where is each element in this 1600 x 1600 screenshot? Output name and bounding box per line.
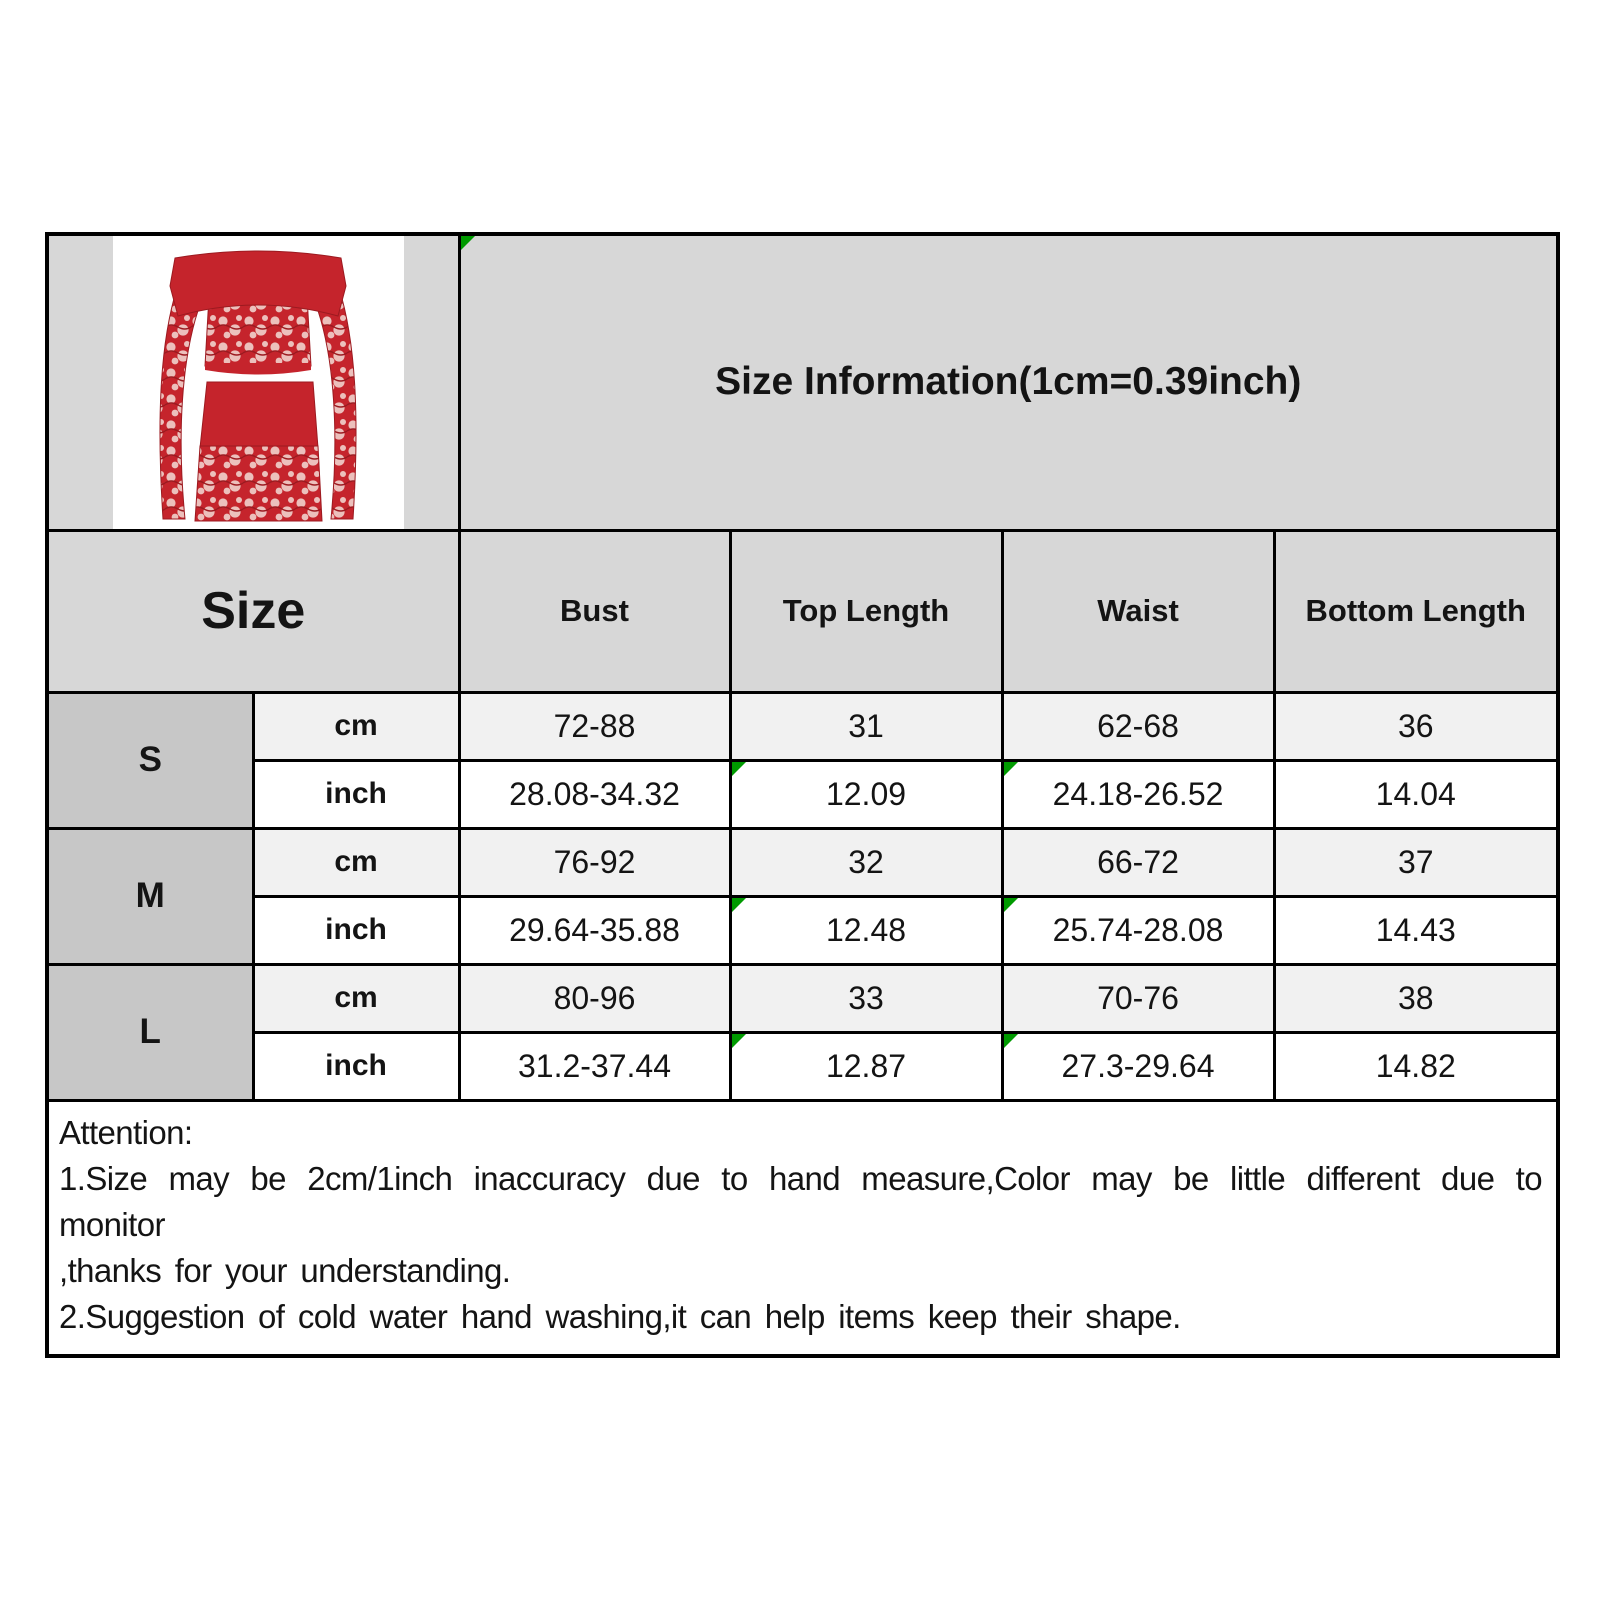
cell-flag-icon xyxy=(732,762,746,776)
attention-heading: Attention: xyxy=(59,1113,193,1151)
row-l-inch xyxy=(47,1032,1558,1100)
value-cell: 31.2-37.44 xyxy=(459,1032,730,1100)
value-cell: 12.48 xyxy=(730,896,1002,964)
unit-label: inch xyxy=(253,760,459,828)
value-cell: 24.18-26.52 xyxy=(1002,760,1274,828)
unit-label: cm xyxy=(253,828,459,896)
size-label-l: L xyxy=(47,964,253,1100)
value-cell: 62-68 xyxy=(1002,692,1274,760)
value-cell: 80-96 xyxy=(459,964,730,1032)
value-cell: 33 xyxy=(730,964,1002,1032)
attention-line: 2.Suggestion of cold water hand washing,it can help items keep their shape. xyxy=(59,1298,1181,1336)
row-s-cm xyxy=(47,692,1558,760)
unit-label: cm xyxy=(253,964,459,1032)
cell-flag-icon xyxy=(732,898,746,912)
value-cell: 14.04 xyxy=(1274,760,1558,828)
value-cell: 31 xyxy=(730,692,1002,760)
size-label-s: S xyxy=(47,692,253,828)
column-header-bust: Bust xyxy=(459,530,730,692)
product-photo-cell xyxy=(47,234,459,530)
value-cell: 70-76 xyxy=(1002,964,1274,1032)
chart-title-cell xyxy=(459,234,1558,530)
chart-title: Size Information(1cm=0.39inch) xyxy=(715,360,1302,404)
red-lace-outfit-illustration xyxy=(113,236,404,532)
column-header-waist: Waist xyxy=(1002,530,1274,692)
attention-notes xyxy=(47,1100,1558,1356)
value-cell: 14.43 xyxy=(1274,896,1558,964)
value-cell: 27.3-29.64 xyxy=(1002,1032,1274,1100)
row-m-cm xyxy=(47,828,1558,896)
row-m-inch xyxy=(47,896,1558,964)
cell-flag-icon xyxy=(1004,1034,1018,1048)
unit-label: cm xyxy=(253,692,459,760)
value-cell: 76-92 xyxy=(459,828,730,896)
photo-title-row xyxy=(47,234,1558,530)
product-photo xyxy=(113,236,404,529)
value-cell: 29.64-35.88 xyxy=(459,896,730,964)
value-cell: 14.82 xyxy=(1274,1032,1558,1100)
value-cell: 38 xyxy=(1274,964,1558,1032)
column-header-top-length: Top Length xyxy=(730,530,1002,692)
row-s-inch xyxy=(47,760,1558,828)
cell-flag-icon xyxy=(1004,762,1018,776)
size-label-m: M xyxy=(47,828,253,964)
row-l-cm xyxy=(47,964,1558,1032)
attention-line: 1.Size may be 2cm/1inch inaccuracy due to hand measure,Color may be little different due to monitor xyxy=(59,1159,1542,1243)
value-cell: 36 xyxy=(1274,692,1558,760)
attention-row xyxy=(47,1100,1558,1356)
value-cell: 72-88 xyxy=(459,692,730,760)
value-cell: 12.87 xyxy=(730,1032,1002,1100)
unit-label: inch xyxy=(253,896,459,964)
cell-flag-icon xyxy=(1004,898,1018,912)
value-cell: 12.09 xyxy=(730,760,1002,828)
value-cell: 28.08-34.32 xyxy=(459,760,730,828)
header-row xyxy=(47,530,1558,692)
column-header-size: Size xyxy=(47,530,459,692)
attention-line: ,thanks for your understanding. xyxy=(59,1252,511,1290)
unit-label: inch xyxy=(253,1032,459,1100)
cell-flag-icon xyxy=(461,236,475,250)
value-cell: 32 xyxy=(730,828,1002,896)
value-cell: 37 xyxy=(1274,828,1558,896)
size-information-table xyxy=(45,232,1560,1358)
cell-flag-icon xyxy=(732,1034,746,1048)
column-header-bottom-length: Bottom Length xyxy=(1274,530,1558,692)
value-cell: 25.74-28.08 xyxy=(1002,896,1274,964)
value-cell: 66-72 xyxy=(1002,828,1274,896)
